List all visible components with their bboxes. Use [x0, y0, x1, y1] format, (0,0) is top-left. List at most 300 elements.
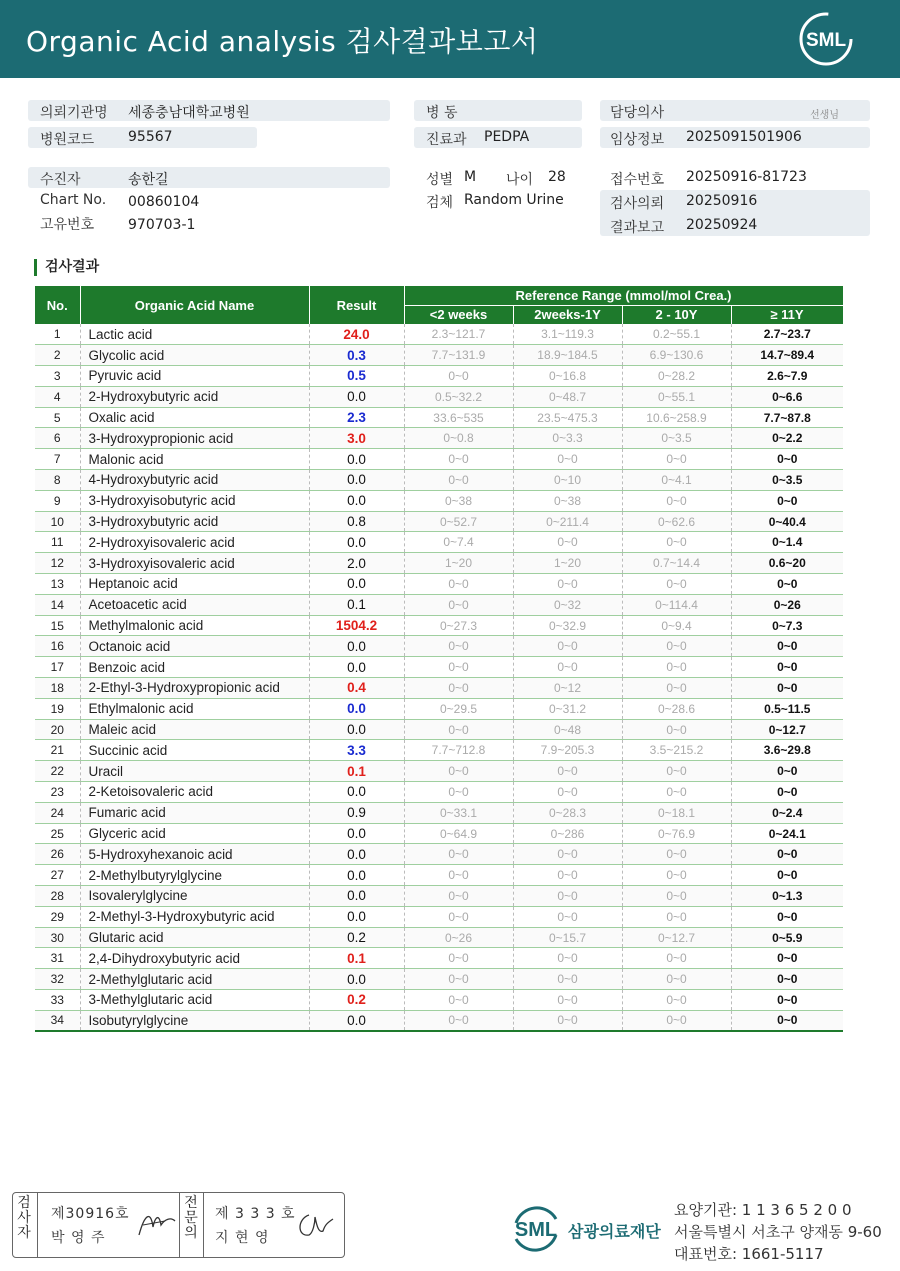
row-ref-2w1y: 0~0	[513, 906, 622, 927]
results-section-title: 검사결과	[34, 259, 99, 276]
row-acid-name: Maleic acid	[80, 719, 309, 740]
row-ref-ge11y: 0~2.2	[731, 428, 843, 449]
row-ref-lt2w: 0~0	[404, 719, 513, 740]
row-ref-ge11y: 0~0	[731, 969, 843, 990]
row-ref-2-10y: 0~0	[622, 532, 731, 553]
row-no: 31	[35, 948, 80, 969]
row-ref-2-10y: 0.7~14.4	[622, 553, 731, 574]
patient-value: 송한길	[128, 172, 169, 188]
row-no: 8	[35, 470, 80, 491]
row-acid-name: 5-Hydroxyhexanoic acid	[80, 844, 309, 865]
dept-value: PEDPA	[484, 129, 530, 145]
row-result: 0.8	[309, 511, 404, 532]
row-ref-ge11y: 3.6~29.8	[731, 740, 843, 761]
row-no: 34	[35, 1010, 80, 1031]
row-ref-2w1y: 0~38	[513, 490, 622, 511]
row-ref-lt2w: 0~0	[404, 782, 513, 803]
row-ref-2w1y: 0~0	[513, 948, 622, 969]
row-no: 15	[35, 615, 80, 636]
row-ref-2-10y: 0~0	[622, 761, 731, 782]
row-acid-name: Uracil	[80, 761, 309, 782]
report-value: 20250924	[686, 217, 758, 233]
row-ref-ge11y: 0~0	[731, 1010, 843, 1031]
row-result: 0.0	[309, 844, 404, 865]
row-ref-ge11y: 0~0	[731, 990, 843, 1011]
hospital-code-value: 95567	[128, 129, 173, 145]
row-result: 0.0	[309, 698, 404, 719]
row-ref-ge11y: 0~0	[731, 657, 843, 678]
row-ref-2-10y: 0~114.4	[622, 594, 731, 615]
table-row	[35, 366, 843, 387]
row-result: 2.0	[309, 553, 404, 574]
table-row	[35, 865, 843, 886]
row-no: 20	[35, 719, 80, 740]
row-ref-ge11y: 0.5~11.5	[731, 698, 843, 719]
row-ref-2-10y: 0~0	[622, 906, 731, 927]
row-result: 0.0	[309, 636, 404, 657]
row-acid-name: Pyruvic acid	[80, 366, 309, 387]
row-acid-name: 2,4-Dihydroxybutyric acid	[80, 948, 309, 969]
row-ref-lt2w: 0~0	[404, 990, 513, 1011]
row-ref-2-10y: 3.5~215.2	[622, 740, 731, 761]
row-result: 0.3	[309, 345, 404, 366]
row-ref-lt2w: 0~0.8	[404, 428, 513, 449]
row-ref-2-10y: 0~0	[622, 865, 731, 886]
footer-sml-logo-icon	[508, 1199, 564, 1257]
row-ref-2-10y: 0~0	[622, 719, 731, 740]
doctor-label: 담당의사	[610, 105, 665, 121]
signature-box	[12, 1192, 345, 1258]
row-result: 0.0	[309, 574, 404, 595]
row-ref-2-10y: 0~0	[622, 657, 731, 678]
age-value: 28	[548, 169, 566, 185]
row-ref-lt2w: 0~0	[404, 969, 513, 990]
row-no: 24	[35, 802, 80, 823]
row-no: 2	[35, 345, 80, 366]
row-result: 0.0	[309, 386, 404, 407]
table-row	[35, 553, 843, 574]
row-no: 6	[35, 428, 80, 449]
col-name-header: Organic Acid Name	[80, 286, 309, 324]
row-ref-2w1y: 0~0	[513, 574, 622, 595]
receipt-value: 20250916-81723	[686, 169, 807, 185]
row-ref-2w1y: 23.5~475.3	[513, 407, 622, 428]
row-no: 22	[35, 761, 80, 782]
row-no: 19	[35, 698, 80, 719]
row-no: 3	[35, 366, 80, 387]
row-ref-2w1y: 0~0	[513, 782, 622, 803]
row-ref-2-10y: 0~18.1	[622, 802, 731, 823]
row-no: 18	[35, 678, 80, 699]
row-no: 26	[35, 844, 80, 865]
row-result: 0.0	[309, 719, 404, 740]
row-result: 0.0	[309, 969, 404, 990]
row-ref-2w1y: 0~48	[513, 719, 622, 740]
row-ref-2w1y: 0~0	[513, 636, 622, 657]
row-ref-2-10y: 0~9.4	[622, 615, 731, 636]
row-no: 12	[35, 553, 80, 574]
row-acid-name: Ethylmalonic acid	[80, 698, 309, 719]
row-ref-lt2w: 0~64.9	[404, 823, 513, 844]
table-row	[35, 740, 843, 761]
row-ref-ge11y: 0~7.3	[731, 615, 843, 636]
clinical-label: 임상정보	[610, 132, 665, 148]
row-result: 2.3	[309, 407, 404, 428]
row-ref-ge11y: 0~0	[731, 636, 843, 657]
row-acid-name: Glyceric acid	[80, 823, 309, 844]
table-row	[35, 698, 843, 719]
row-ref-lt2w: 33.6~535	[404, 407, 513, 428]
row-no: 14	[35, 594, 80, 615]
row-acid-name: Malonic acid	[80, 449, 309, 470]
table-row	[35, 449, 843, 470]
row-ref-2-10y: 0~0	[622, 886, 731, 907]
row-acid-name: 3-Hydroxyisovaleric acid	[80, 553, 309, 574]
row-acid-name: 2-Hydroxybutyric acid	[80, 386, 309, 407]
row-ref-ge11y: 0~0	[731, 865, 843, 886]
institution-label: 의뢰기관명	[40, 105, 108, 121]
row-acid-name: 2-Ketoisovaleric acid	[80, 782, 309, 803]
table-row	[35, 719, 843, 740]
row-result: 0.0	[309, 449, 404, 470]
row-ref-2-10y: 6.9~130.6	[622, 345, 731, 366]
row-ref-lt2w: 0~0	[404, 844, 513, 865]
table-row	[35, 490, 843, 511]
row-ref-2-10y: 0~0	[622, 1010, 731, 1031]
row-ref-2-10y: 0.2~55.1	[622, 324, 731, 345]
specimen-value: Random Urine	[464, 192, 564, 208]
table-row	[35, 574, 843, 595]
row-result: 3.0	[309, 428, 404, 449]
row-ref-2w1y: 0~28.3	[513, 802, 622, 823]
row-no: 30	[35, 927, 80, 948]
clinical-value: 2025091501906	[686, 129, 802, 145]
row-ref-lt2w: 0~33.1	[404, 802, 513, 823]
row-ref-2w1y: 0~0	[513, 865, 622, 886]
row-ref-ge11y: 0~26	[731, 594, 843, 615]
row-ref-ge11y: 0.6~20	[731, 553, 843, 574]
row-ref-2-10y: 0~0	[622, 948, 731, 969]
row-result: 24.0	[309, 324, 404, 345]
row-no: 28	[35, 886, 80, 907]
col-ref-header: Reference Range (mmol/mol Crea.)	[404, 286, 843, 305]
row-ref-lt2w: 0~27.3	[404, 615, 513, 636]
receipt-label: 접수번호	[610, 172, 665, 188]
sml-logo-icon	[796, 10, 856, 68]
row-no: 25	[35, 823, 80, 844]
row-result: 0.0	[309, 823, 404, 844]
row-acid-name: Lactic acid	[80, 324, 309, 345]
report-header	[0, 0, 900, 78]
results-table	[35, 286, 844, 1032]
row-ref-2w1y: 0~286	[513, 823, 622, 844]
row-no: 29	[35, 906, 80, 927]
table-row	[35, 927, 843, 948]
dept-label: 진료과	[426, 132, 467, 148]
row-ref-ge11y: 0~0	[731, 490, 843, 511]
row-acid-name: 2-Hydroxyisovaleric acid	[80, 532, 309, 553]
row-result: 1504.2	[309, 615, 404, 636]
row-acid-name: 2-Methylbutyrylglycine	[80, 865, 309, 886]
footer-institution-code: 요양기관: 1 1 3 6 5 2 0 0	[674, 1201, 852, 1219]
signature-divider	[37, 1193, 38, 1257]
table-row	[35, 1010, 843, 1031]
row-acid-name: Fumaric acid	[80, 802, 309, 823]
row-ref-lt2w: 0~0	[404, 594, 513, 615]
hospital-code-label: 병원코드	[40, 132, 95, 148]
row-ref-2w1y: 0~0	[513, 1010, 622, 1031]
row-acid-name: Octanoic acid	[80, 636, 309, 657]
table-row	[35, 428, 843, 449]
footer-phone: 대표번호: 1661-5117	[674, 1245, 824, 1263]
row-result: 0.5	[309, 366, 404, 387]
row-ref-lt2w: 0~29.5	[404, 698, 513, 719]
row-no: 9	[35, 490, 80, 511]
ref-col-ge11y: ≥ 11Y	[731, 305, 843, 324]
row-ref-ge11y: 0~1.3	[731, 886, 843, 907]
row-ref-2w1y: 0~211.4	[513, 511, 622, 532]
row-ref-2w1y: 0~0	[513, 844, 622, 865]
row-no: 33	[35, 990, 80, 1011]
table-row	[35, 636, 843, 657]
row-ref-2-10y: 0~0	[622, 636, 731, 657]
row-acid-name: 4-Hydroxybutyric acid	[80, 470, 309, 491]
row-ref-lt2w: 7.7~712.8	[404, 740, 513, 761]
row-ref-ge11y: 0~0	[731, 844, 843, 865]
sex-label: 성별	[426, 172, 454, 188]
row-ref-ge11y: 0~0	[731, 906, 843, 927]
row-ref-2w1y: 0~0	[513, 532, 622, 553]
row-ref-2w1y: 0~3.3	[513, 428, 622, 449]
row-ref-2w1y: 7.9~205.3	[513, 740, 622, 761]
specialist-signature-icon	[295, 1207, 339, 1241]
row-ref-ge11y: 0~0	[731, 678, 843, 699]
row-ref-2-10y: 0~76.9	[622, 823, 731, 844]
table-row	[35, 511, 843, 532]
row-ref-ge11y: 0~2.4	[731, 802, 843, 823]
request-label: 검사의뢰	[610, 196, 665, 212]
table-row	[35, 948, 843, 969]
row-ref-2-10y: 0~28.2	[622, 366, 731, 387]
row-result: 3.3	[309, 740, 404, 761]
table-row	[35, 594, 843, 615]
row-result: 0.1	[309, 594, 404, 615]
row-ref-ge11y: 0~5.9	[731, 927, 843, 948]
row-result: 0.0	[309, 865, 404, 886]
row-result: 0.1	[309, 948, 404, 969]
table-row	[35, 386, 843, 407]
unique-value: 970703-1	[128, 217, 196, 233]
row-ref-lt2w: 0~0	[404, 449, 513, 470]
row-acid-name: 3-Hydroxyisobutyric acid	[80, 490, 309, 511]
row-ref-ge11y: 0~0	[731, 948, 843, 969]
ward-label: 병 동	[426, 105, 458, 121]
row-no: 10	[35, 511, 80, 532]
row-ref-2w1y: 0~0	[513, 449, 622, 470]
table-row	[35, 678, 843, 699]
row-ref-2-10y: 0~12.7	[622, 927, 731, 948]
chart-label: Chart No.	[40, 192, 107, 208]
row-no: 32	[35, 969, 80, 990]
signature-divider-3	[203, 1193, 204, 1257]
footer-org-name: 삼광의료재단	[568, 1222, 661, 1241]
row-result: 0.2	[309, 990, 404, 1011]
row-ref-lt2w: 0~0	[404, 574, 513, 595]
row-ref-lt2w: 0.5~32.2	[404, 386, 513, 407]
row-ref-lt2w: 0~52.7	[404, 511, 513, 532]
tester-signature-icon	[135, 1207, 179, 1241]
tester-label: 검사자	[17, 1195, 31, 1241]
row-ref-ge11y: 0~0	[731, 782, 843, 803]
row-ref-lt2w: 0~7.4	[404, 532, 513, 553]
row-acid-name: Benzoic acid	[80, 657, 309, 678]
table-row	[35, 782, 843, 803]
row-ref-lt2w: 0~0	[404, 886, 513, 907]
row-ref-2w1y: 0~16.8	[513, 366, 622, 387]
row-ref-2-10y: 0~4.1	[622, 470, 731, 491]
row-ref-2-10y: 0~3.5	[622, 428, 731, 449]
row-ref-lt2w: 0~0	[404, 865, 513, 886]
ref-col-2w1y: 2weeks-1Y	[513, 305, 622, 324]
row-ref-2-10y: 0~0	[622, 990, 731, 1011]
table-row	[35, 324, 843, 345]
row-result: 0.0	[309, 1010, 404, 1031]
row-no: 7	[35, 449, 80, 470]
row-ref-2w1y: 0~0	[513, 886, 622, 907]
row-ref-lt2w: 0~0	[404, 678, 513, 699]
row-result: 0.9	[309, 802, 404, 823]
sml-logo-text: SML	[805, 30, 847, 51]
row-ref-2w1y: 3.1~119.3	[513, 324, 622, 345]
row-acid-name: 3-Hydroxypropionic acid	[80, 428, 309, 449]
table-row	[35, 886, 843, 907]
row-no: 13	[35, 574, 80, 595]
row-ref-2-10y: 0~0	[622, 969, 731, 990]
doctor-suffix: 선생님	[810, 110, 839, 121]
row-ref-ge11y: 0~0	[731, 449, 843, 470]
row-ref-2-10y: 0~0	[622, 782, 731, 803]
row-ref-ge11y: 14.7~89.4	[731, 345, 843, 366]
row-acid-name: Methylmalonic acid	[80, 615, 309, 636]
row-ref-lt2w: 0~38	[404, 490, 513, 511]
row-acid-name: 3-Hydroxybutyric acid	[80, 511, 309, 532]
age-label: 나이	[506, 172, 534, 188]
row-ref-2-10y: 0~55.1	[622, 386, 731, 407]
row-no: 23	[35, 782, 80, 803]
ref-col-2-10y: 2 - 10Y	[622, 305, 731, 324]
row-ref-2w1y: 0~0	[513, 990, 622, 1011]
table-row	[35, 657, 843, 678]
table-row	[35, 345, 843, 366]
row-ref-2w1y: 0~0	[513, 657, 622, 678]
table-row	[35, 990, 843, 1011]
footer-address: 서울특별시 서초구 양재동 9-60	[674, 1223, 882, 1241]
row-ref-2w1y: 0~48.7	[513, 386, 622, 407]
row-result: 0.0	[309, 906, 404, 927]
row-no: 11	[35, 532, 80, 553]
row-acid-name: Glutaric acid	[80, 927, 309, 948]
row-ref-lt2w: 0~0	[404, 636, 513, 657]
row-result: 0.2	[309, 927, 404, 948]
table-row	[35, 407, 843, 428]
row-ref-2-10y: 0~0	[622, 574, 731, 595]
row-result: 0.4	[309, 678, 404, 699]
footer-logo-text: SML	[514, 1219, 558, 1241]
row-ref-2w1y: 0~0	[513, 969, 622, 990]
row-acid-name: Isobutyrylglycine	[80, 1010, 309, 1031]
results-body	[35, 324, 843, 1031]
row-ref-2w1y: 0~32	[513, 594, 622, 615]
patient-label: 수진자	[40, 172, 81, 188]
row-acid-name: 2-Methylglutaric acid	[80, 969, 309, 990]
row-ref-lt2w: 7.7~131.9	[404, 345, 513, 366]
specialist-name: 지 현 영	[215, 1230, 270, 1246]
row-acid-name: Glycolic acid	[80, 345, 309, 366]
report-label: 결과보고	[610, 220, 665, 236]
tester-name: 박 영 주	[51, 1230, 106, 1246]
row-no: 17	[35, 657, 80, 678]
row-ref-lt2w: 0~0	[404, 470, 513, 491]
row-ref-ge11y: 0~0	[731, 761, 843, 782]
row-no: 1	[35, 324, 80, 345]
row-ref-2w1y: 0~31.2	[513, 698, 622, 719]
row-result: 0.0	[309, 532, 404, 553]
table-row	[35, 761, 843, 782]
row-ref-2w1y: 0~15.7	[513, 927, 622, 948]
chart-value: 00860104	[128, 194, 200, 210]
row-acid-name: Heptanoic acid	[80, 574, 309, 595]
table-row	[35, 532, 843, 553]
row-acid-name: 2-Methyl-3-Hydroxybutyric acid	[80, 906, 309, 927]
specimen-label: 검체	[426, 195, 454, 211]
row-result: 0.0	[309, 490, 404, 511]
row-ref-ge11y: 2.7~23.7	[731, 324, 843, 345]
row-result: 0.0	[309, 782, 404, 803]
row-ref-lt2w: 0~26	[404, 927, 513, 948]
row-ref-lt2w: 0~0	[404, 366, 513, 387]
row-no: 27	[35, 865, 80, 886]
row-ref-ge11y: 0~24.1	[731, 823, 843, 844]
row-ref-2w1y: 1~20	[513, 553, 622, 574]
row-ref-2w1y: 0~12	[513, 678, 622, 699]
row-ref-ge11y: 0~40.4	[731, 511, 843, 532]
row-ref-lt2w: 0~0	[404, 761, 513, 782]
specialist-license: 제 3 3 3 호	[215, 1206, 296, 1222]
row-ref-ge11y: 0~12.7	[731, 719, 843, 740]
row-acid-name: Acetoacetic acid	[80, 594, 309, 615]
col-result-header: Result	[309, 286, 404, 324]
ref-col-lt2w: <2 weeks	[404, 305, 513, 324]
table-row	[35, 802, 843, 823]
patient-row	[28, 167, 390, 188]
row-no: 21	[35, 740, 80, 761]
table-row	[35, 823, 843, 844]
row-ref-lt2w: 0~0	[404, 906, 513, 927]
row-no: 4	[35, 386, 80, 407]
row-ref-lt2w: 0~0	[404, 657, 513, 678]
table-row	[35, 844, 843, 865]
row-ref-ge11y: 0~3.5	[731, 470, 843, 491]
request-value: 20250916	[686, 193, 758, 209]
row-acid-name: Succinic acid	[80, 740, 309, 761]
row-acid-name: Isovalerylglycine	[80, 886, 309, 907]
row-ref-ge11y: 7.7~87.8	[731, 407, 843, 428]
table-row	[35, 615, 843, 636]
institution-value: 세종충남대학교병원	[128, 105, 250, 121]
row-no: 5	[35, 407, 80, 428]
row-no: 16	[35, 636, 80, 657]
row-ref-ge11y: 0~6.6	[731, 386, 843, 407]
